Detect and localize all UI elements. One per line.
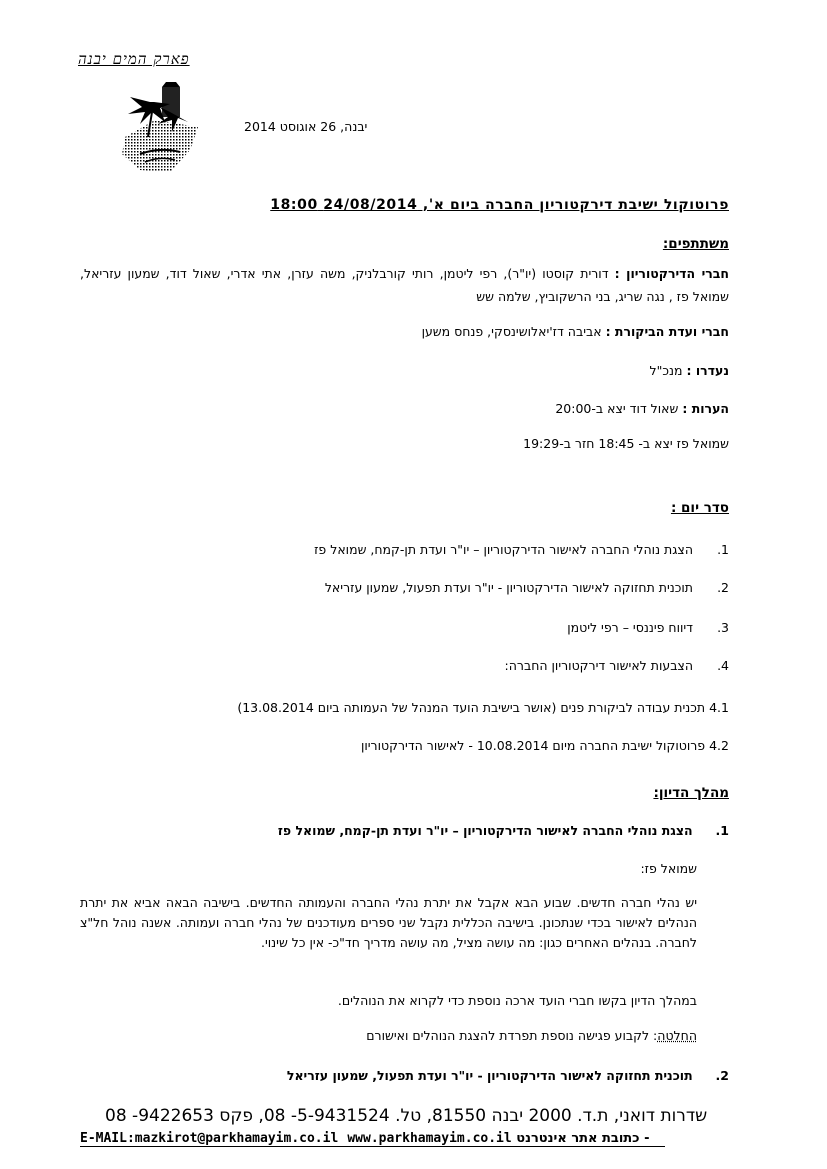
- subitem-text: פרוטוקול ישיבת החברה מיום 10.08.2014 - לאישור הדירקטוריון: [360, 738, 706, 753]
- discussion-item-number: 2.: [715, 1068, 729, 1083]
- discussion-heading: מהלך הדיון:: [653, 785, 729, 801]
- notes-label: הערות :: [682, 401, 729, 416]
- discussion-request: במהלך הדיון בקשו חברי הועד ארכה נוספת כדי לקרוא את הנוהלים.: [337, 993, 697, 1008]
- page-title: פרוטוקול ישיבת דירקטוריון החברה ביום א', 24/08/2014 18:00: [270, 197, 729, 213]
- footer-address: שדרות דואני, ת.ד. 2000 יבנה 81550, טל. 5-9431524- 08, פקס 9422653- 08: [105, 1106, 708, 1126]
- decision-paragraph: [366, 1025, 697, 1047]
- agenda-subitem-4-2: [361, 738, 729, 753]
- audit-list: אביבה דז'יאלושינסקי, פנחס משען: [421, 324, 602, 339]
- discussion-item-number: 1.: [715, 823, 729, 838]
- discussion-item-1: [278, 823, 729, 838]
- discussion-item-title: הצגת נוהלי החברה לאישור הדירקטוריון – יו"ר ועדת תן-קמח, שמואל פז: [277, 823, 693, 838]
- agenda-item-2: [325, 580, 729, 595]
- discussion-item-title: תוכנית תחזוקה לאישור הדירקטוריון - יו"ר ועדת תפעול, שמעון עזריאל: [286, 1068, 693, 1083]
- agenda-item-3: [567, 620, 729, 635]
- directors-paragraph: [80, 262, 729, 308]
- audit-label: חברי ועדת הביקורת :: [605, 324, 729, 339]
- agenda-item-text: דיווח פיננסי – רפי ליטמן: [567, 620, 694, 635]
- agenda-item-number: 1.: [717, 542, 729, 557]
- agenda-item-number: 2.: [717, 580, 729, 595]
- agenda-item-number: 3.: [717, 620, 729, 635]
- email-link[interactable]: E-MAIL:mazkirot@parkhamayim.co.il: [80, 1131, 339, 1146]
- org-name: פארק המים יבנה: [78, 50, 190, 68]
- discussion-body: יש נהלי חברה חדשים. שבוע הבא אקבל את יתרת נהלי החברה והעמותה החדשים. בישיבה הבאה אביא את יתרת הנהלים לאישור בכדי שנתכונן. בישיבה הכללית נקבל שני ספרים מעודכנים של נהלי חברה ועמותה. אשנה נוהל חל"צ לחברה. בנהלים האחרים כגון: מה עושה מציל, מה עושה מדריך חד"כ- אין כל שינוי.: [80, 895, 697, 950]
- participants-heading: משתתפים:: [662, 236, 729, 252]
- footer-contact: [80, 1131, 665, 1147]
- speaker-label: שמואל פז:: [640, 861, 697, 876]
- discussion-item-2: [287, 1068, 729, 1083]
- website-link[interactable]: www.parkhamayim.co.il: [347, 1131, 512, 1146]
- palm-tree-island-logo-icon: [110, 82, 205, 177]
- agenda-item-text: הצגת נוהלי החברה לאישור הדירקטוריון – יו"ר ועדת תן-קמח, שמואל פז: [314, 542, 694, 557]
- agenda-heading: סדר יום :: [670, 500, 729, 516]
- agenda-subitem-4-1: [237, 700, 729, 715]
- notes-paragraph: [555, 398, 729, 420]
- absent-label: נעדרו :: [686, 363, 729, 378]
- agenda-item-text: הצבעות לאישור דירקטוריון החברה:: [504, 658, 694, 673]
- audit-paragraph: [422, 321, 729, 343]
- agenda-item-4: [505, 658, 729, 673]
- directors-label: חברי הדירקטוריון :: [614, 266, 729, 281]
- website-label: - כתובת אתר אינטרנט: [516, 1131, 650, 1146]
- notes-1: שאול דוד יצא ב-20:00: [555, 401, 679, 416]
- decision-label: החלטה: [657, 1028, 697, 1043]
- subitem-number: 4.1: [709, 700, 729, 715]
- agenda-item-1: [314, 542, 729, 557]
- agenda-item-text: תוכנית תחזוקה לאישור הדירקטוריון - יו"ר ועדת תפעול, שמעון עזריאל: [324, 580, 694, 595]
- absent-paragraph: [650, 360, 729, 382]
- date-line: יבנה, 26 אוגוסט 2014: [244, 119, 368, 134]
- agenda-item-number: 4.: [717, 658, 729, 673]
- subitem-text: תכנית עבודה לביקורת פנים (אושר בישיבת הועד המנהל של העמותה ביום 13.08.2014): [237, 700, 706, 715]
- absent-list: מנכ"ל: [649, 363, 683, 378]
- decision-text: : לקבוע פגישה נוספת תפרדת להצגת הנוהלים ואישורם: [366, 1028, 658, 1043]
- directors-list: דורית קוסטו (יו"ר), רפי ליטמן, רותי קורבלניק, משה עזרן, אתי אדרי, שאול דוד, שמעון עזריאל, שמואל פז , נגה שריג, בני הרשקוביץ, שלמה שש: [80, 266, 729, 304]
- subitem-number: 4.2: [709, 738, 729, 753]
- notes-2: שמואל פז יצא ב- 18:45 חזר ב-19:29: [523, 436, 729, 451]
